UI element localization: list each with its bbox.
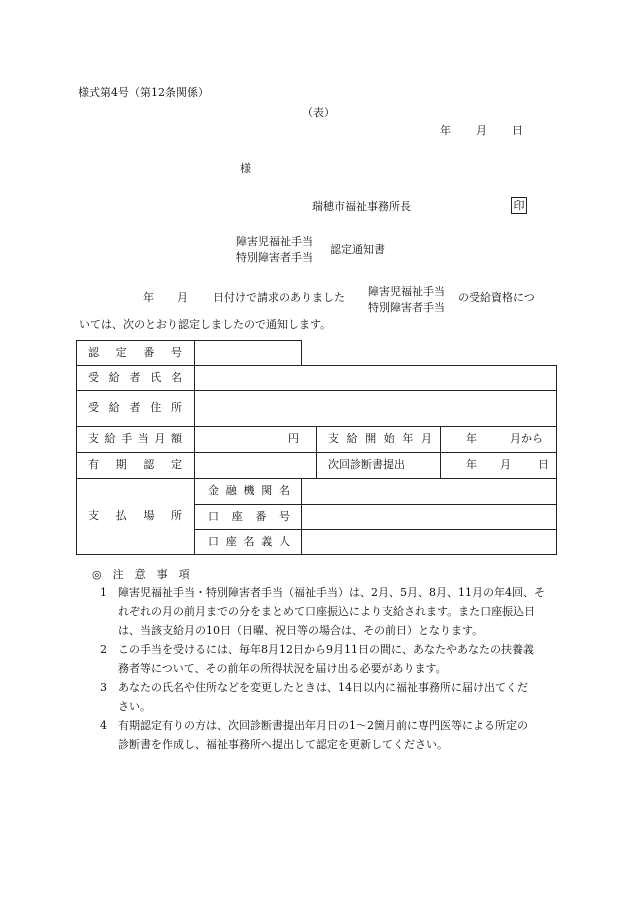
label-char: 口: [208, 534, 219, 548]
cert-number-label: [88, 340, 182, 365]
note-line: この手当を受けるには、毎年8月12日から9月11日の間に、あなたやあなたの扶養義: [118, 643, 534, 656]
note-number: 4: [100, 719, 107, 732]
intro-allowance-1: 障害児福祉手当: [368, 285, 445, 298]
label-char: 当: [137, 432, 149, 446]
document-title-allowances: [236, 234, 313, 266]
label-char: 住: [150, 401, 162, 415]
label-char: 受: [88, 370, 99, 384]
next-diagnosis-label: 次回診断書提出: [328, 458, 405, 471]
bank-name-label: [208, 478, 290, 504]
note-number: 3: [100, 681, 107, 694]
label-char: 年: [402, 432, 414, 446]
label-char: 番: [143, 345, 155, 359]
label-char: 人: [279, 534, 290, 548]
next-diagnosis-day: 日: [538, 458, 549, 471]
label-char: 月: [154, 432, 166, 446]
issue-date: [440, 124, 523, 137]
intro-year: 年: [143, 291, 154, 304]
label-char: 有: [88, 458, 99, 472]
intro-allowance-2: 特別障害者手当: [368, 301, 445, 314]
label-char: 号: [278, 509, 290, 523]
intro-month: 月: [177, 291, 188, 304]
label-char: 名: [243, 534, 255, 548]
intro-line-2: いては、次のとおり認定しましたので通知します。: [79, 318, 332, 331]
certification-table: [76, 340, 557, 555]
label-char: 定: [170, 458, 182, 472]
table-rule: [301, 478, 302, 555]
intro-tail: の受給資格につ: [458, 291, 535, 304]
label-char: 所: [170, 509, 182, 523]
table-rule: [76, 554, 557, 555]
label-char: 払: [115, 509, 127, 523]
start-year: 年: [466, 432, 477, 445]
label-char: 給: [346, 432, 358, 446]
seal-mark: 印: [511, 197, 527, 214]
note-line: は、当該支給月の10日（日曜、祝日等の場合は、その前日）となります。: [118, 624, 484, 637]
note-number: 1: [100, 586, 107, 599]
note-item: [100, 716, 550, 754]
notes-heading: ◎ 注 意 事 項: [92, 568, 190, 581]
title-allowance-1: 障害児福祉手当: [236, 235, 313, 248]
note-line: あなたの氏名や住所などを変更したときは、14日以内に福祉事務所に届け出てくだ: [118, 681, 528, 694]
label-char: 関: [261, 484, 273, 498]
issuer-name: 瑞穂市福祉事務所長: [312, 200, 411, 213]
start-month-from: 月から: [510, 432, 543, 445]
account-number-label: [208, 504, 290, 529]
label-char: 支: [88, 432, 99, 446]
label-char: 座: [231, 509, 243, 523]
label-char: 額: [170, 432, 182, 446]
label-char: 所: [171, 401, 182, 415]
intro-date: [143, 291, 345, 304]
label-char: 座: [225, 534, 237, 548]
label-char: 定: [115, 345, 127, 359]
label-char: 金: [208, 484, 219, 498]
label-char: 給: [104, 432, 116, 446]
table-rule: [316, 426, 317, 479]
note-line: 有期認定有りの方は、次回診断書提出年月日の1～2箇月前に専門医等による所定の: [118, 719, 528, 732]
label-char: 支: [88, 509, 99, 523]
label-char: 認: [88, 345, 99, 359]
yen-unit: 円: [288, 432, 299, 445]
table-rule: [301, 340, 302, 366]
table-rule: [556, 365, 557, 555]
label-char: 手: [121, 432, 133, 446]
label-char: 機: [243, 484, 255, 498]
label-char: 受: [88, 401, 99, 415]
label-char: 融: [225, 484, 237, 498]
note-item: [100, 640, 550, 678]
table-rule: [440, 426, 441, 479]
start-month-label: [328, 426, 432, 452]
note-item: [100, 678, 550, 716]
label-char: 開: [365, 432, 377, 446]
label-char: 月: [420, 432, 432, 446]
monthly-amount-label: [88, 426, 182, 452]
document-title-suffix: 認定通知書: [330, 243, 385, 256]
next-diagnosis-month: 月: [500, 458, 511, 471]
payment-place-label: [88, 478, 182, 554]
form-number: 様式第4号（第12条関係）: [78, 86, 209, 99]
table-rule: [76, 340, 77, 555]
next-diagnosis-year: 年: [466, 458, 477, 471]
label-char: 名: [279, 484, 290, 498]
label-char: 号: [170, 345, 182, 359]
validity-label: [88, 452, 182, 478]
note-item: [100, 583, 550, 640]
label-char: 者: [129, 370, 141, 384]
issue-date-day: 日: [512, 124, 523, 137]
side-label: （表）: [302, 106, 335, 119]
note-line: 診断書を作成し、福祉事務所へ提出して認定を更新してください。: [118, 738, 448, 751]
recipient-name-label: [88, 365, 182, 390]
label-char: 給: [108, 401, 120, 415]
label-char: 氏: [150, 370, 162, 384]
note-line: 務者等について、その前年の所得状況を届け出る必要があります。: [118, 662, 447, 675]
label-char: 義: [261, 534, 273, 548]
intro-allowances: [368, 284, 445, 316]
label-char: 支: [328, 432, 339, 446]
label-char: 始: [383, 432, 395, 446]
recipient-address-label: [88, 390, 182, 426]
addressee-suffix: 様: [240, 162, 251, 175]
label-char: 口: [208, 509, 219, 523]
intro-date-tail: 日付けで請求のありました: [213, 291, 345, 304]
label-char: 期: [115, 458, 127, 472]
title-allowance-2: 特別障害者手当: [236, 251, 313, 264]
note-line: れぞれの月の前月までの分をまとめて口座振込により支給されます。また口座振込日: [118, 605, 536, 618]
note-number: 2: [100, 643, 107, 656]
table-rule: [194, 340, 195, 555]
issue-date-month: 月: [476, 124, 487, 137]
label-char: 認: [143, 458, 155, 472]
label-char: 番: [255, 509, 267, 523]
note-line: 障害児福祉手当・特別障害者手当（福祉手当）は、2月、5月、8月、11月の年4回、そ: [118, 586, 545, 599]
label-char: 名: [171, 370, 182, 384]
label-char: 者: [129, 401, 141, 415]
issue-date-year: 年: [440, 124, 451, 137]
account-name-label: [208, 529, 290, 554]
label-char: 場: [143, 509, 155, 523]
label-char: 給: [108, 370, 120, 384]
note-line: さい。: [118, 700, 151, 713]
